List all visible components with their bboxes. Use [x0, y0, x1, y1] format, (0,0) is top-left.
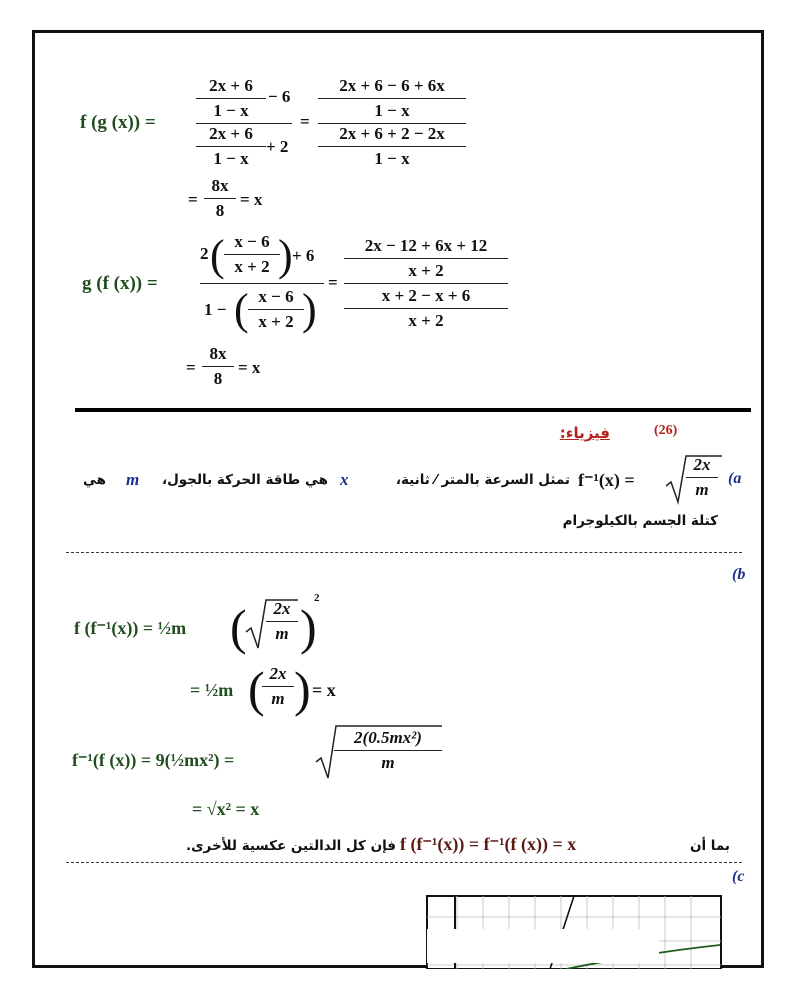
gf-coef2: 2	[200, 244, 209, 263]
a-var-m: m	[126, 470, 140, 489]
conclusion-suffix: فإن كل الدالتين عكسية للأخرى.	[186, 838, 396, 854]
gf-r-bot-den: x + 2	[408, 311, 444, 330]
gf-inner-num: x − 6	[234, 232, 270, 251]
gf-inner2-den: x + 2	[258, 312, 294, 331]
fg-plus2: + 2	[266, 137, 289, 156]
part-a-label: (a	[728, 470, 742, 487]
part-c-label: (c	[732, 868, 745, 885]
b2-paren-close: )	[294, 661, 311, 717]
gf-r-bot-num: x + 2 − x + 6	[381, 286, 471, 305]
gf-lhs: g (f (x)) =	[82, 273, 158, 294]
b3-den: m	[381, 753, 395, 772]
fg-res-eq: =	[188, 190, 198, 209]
gf-inner-den: x + 2	[234, 257, 270, 276]
subject-label: فيزياء:	[559, 424, 610, 442]
fg-res-den: 8	[215, 201, 225, 220]
gf-paren2-open: (	[234, 285, 249, 334]
fg-top-num: 2x + 6	[209, 76, 253, 95]
a-text-2: هي طاقة الحركة بالجول،	[161, 472, 328, 488]
gf-r-top-num: 2x − 12 + 6x + 12	[364, 236, 488, 255]
gf-paren-open: (	[210, 231, 225, 280]
gf-res-num: 8x	[209, 344, 227, 363]
gf-res-den: 8	[213, 369, 223, 388]
gf-right-bot	[344, 286, 508, 331]
problem-number: (26)	[654, 423, 678, 438]
fg-right-top	[318, 76, 466, 121]
b1-lhs: f (f⁻¹(x)) = ½m	[74, 618, 187, 638]
fg-lhs: f (g (x)) =	[80, 112, 156, 133]
b1-exponent: 2	[314, 592, 320, 604]
gf-right-main-bar	[344, 283, 508, 284]
conclusion-formula: f (f⁻¹(x)) = f⁻¹(f (x)) = x	[400, 834, 577, 854]
gf-right-top	[344, 236, 508, 281]
b2-paren-open: (	[248, 661, 265, 717]
gf-one-minus: 1 −	[204, 300, 227, 319]
fg-top-den: 1 − x	[213, 101, 249, 120]
fg-right-bot	[318, 124, 466, 169]
b1-paren-open: (	[230, 599, 247, 655]
b3-num: 2(0.5mx²)	[354, 728, 422, 747]
fg-minus6: − 6	[268, 87, 291, 106]
b2-num: 2x	[269, 664, 287, 683]
b3-lhs: f⁻¹(f (x)) = 9(½mx²) =	[72, 750, 235, 770]
page-border	[32, 30, 764, 968]
a-sqrt-num: 2x	[693, 455, 711, 474]
b1-sqrt-frac	[266, 599, 298, 644]
gf-paren-close: )	[278, 231, 293, 280]
a-var-x: x	[340, 470, 349, 489]
graph-fragment	[426, 895, 722, 969]
fg-eq: =	[300, 112, 310, 131]
fg-r-top-num: 2x + 6 − 6 + 6x	[339, 76, 445, 95]
gf-result-frac	[202, 344, 234, 389]
fg-res-num: 8x	[211, 176, 229, 195]
a-text-1: تمثل السرعة بالمتر ⁄ ثانية،	[395, 472, 570, 488]
fg-r-top-den: 1 − x	[374, 101, 410, 120]
gf-res-eq: =	[186, 358, 196, 377]
fg-r-bot-den: 1 − x	[374, 149, 410, 168]
gf-inner2-num: x − 6	[258, 287, 294, 306]
b2-tail: = x	[312, 680, 336, 700]
b1-sqrt-den: m	[275, 624, 289, 643]
conclusion-prefix: بما أن	[689, 838, 730, 854]
dashed-separator-1	[66, 552, 742, 553]
a-formula-lhs: f⁻¹(x) =	[578, 470, 635, 490]
fg-bot-num: 2x + 6	[209, 124, 253, 143]
a-sqrt-frac	[686, 455, 718, 500]
gf-inner2-frac	[248, 287, 304, 332]
fg-bot-fraction	[196, 124, 266, 169]
b2-lhs: = ½m	[190, 680, 234, 700]
b4-line: = √x² = x	[192, 799, 260, 819]
b3-frac	[334, 728, 442, 773]
fg-r-bot-num: 2x + 6 + 2 − 2x	[339, 124, 445, 143]
gf-r-top-den: x + 2	[408, 261, 444, 280]
section-divider	[75, 408, 751, 412]
b2-frac	[262, 664, 294, 709]
gf-plus6: + 6	[292, 246, 315, 265]
dashed-separator-2	[66, 862, 742, 863]
gf-paren2-close: )	[302, 285, 317, 334]
b2-den: m	[271, 689, 285, 708]
fg-result-frac	[204, 176, 236, 221]
b1-paren-close: )	[300, 599, 317, 655]
a-text-4: كتلة الجسم بالكيلوجرام	[562, 513, 718, 529]
a-sqrt-den: m	[695, 480, 709, 499]
fg-res-tail: = x	[240, 190, 263, 209]
a-text-3: هي	[82, 472, 106, 488]
fg-bot-den: 1 − x	[213, 149, 249, 168]
b1-sqrt-num: 2x	[273, 599, 291, 618]
gf-eq: =	[328, 273, 338, 292]
fg-top-fraction	[196, 76, 266, 121]
gf-res-tail: = x	[238, 358, 261, 377]
gf-inner-frac	[224, 232, 280, 277]
part-b-label: (b	[732, 566, 746, 583]
